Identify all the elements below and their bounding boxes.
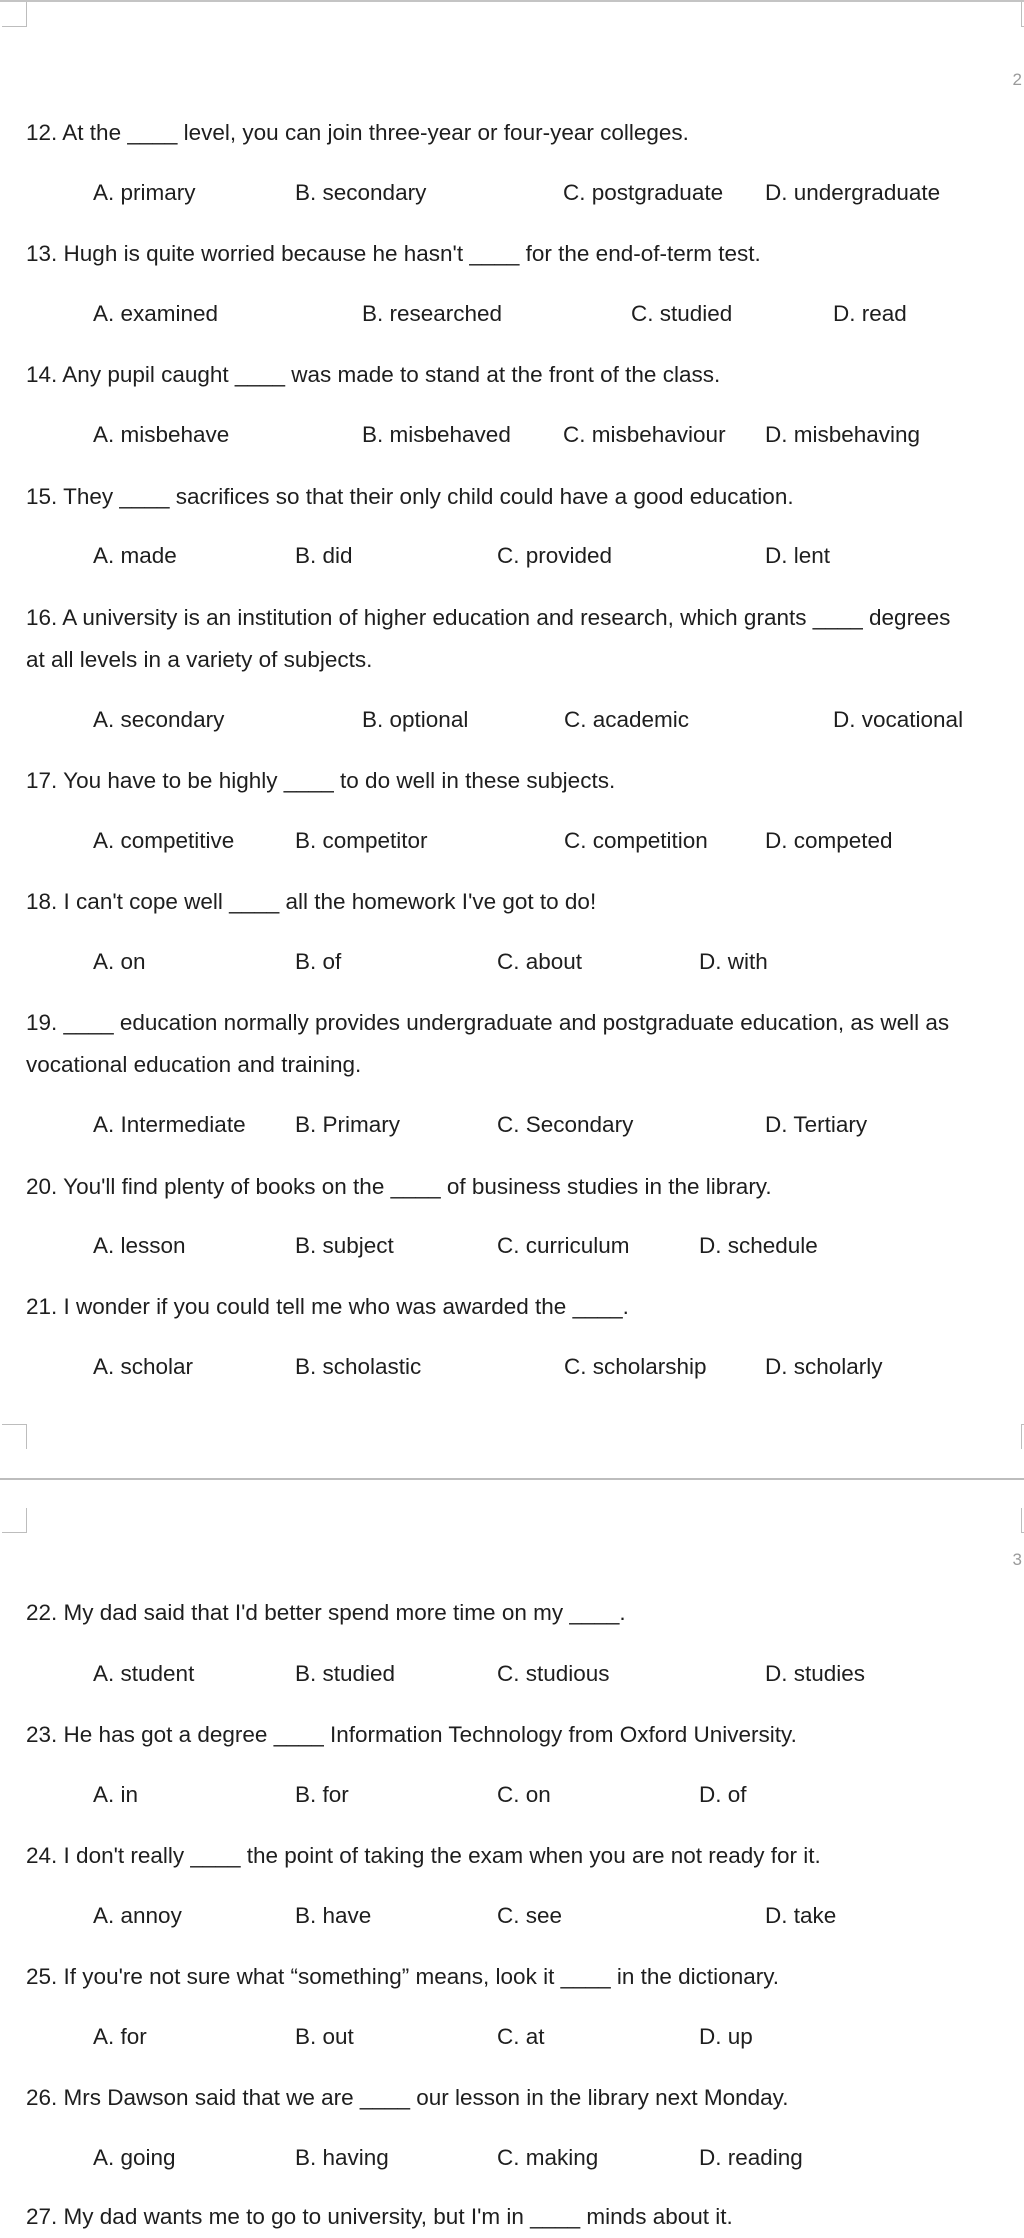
question-16 <box>26 597 1024 639</box>
question-15 <box>26 476 1024 518</box>
options-26 <box>93 2137 1013 2179</box>
option-d[interactable]: D. reading <box>699 2145 803 2170</box>
option-d[interactable]: D. read <box>833 301 907 326</box>
option-c[interactable]: C. studied <box>631 301 733 326</box>
option-c[interactable]: C. making <box>497 2145 599 2170</box>
options-23 <box>93 1774 1013 1816</box>
option-a[interactable]: A. scholar <box>93 1354 194 1379</box>
option-b[interactable]: B. scholastic <box>295 1354 422 1379</box>
page-number: 2 <box>1012 70 1022 89</box>
question-18 <box>26 881 1024 923</box>
options-14 <box>93 414 1013 456</box>
option-a[interactable]: A. lesson <box>93 1233 186 1258</box>
option-a[interactable]: A. misbehave <box>93 422 230 447</box>
question-number: 19. <box>26 1010 58 1035</box>
option-a[interactable]: A. on <box>93 949 146 974</box>
option-a[interactable]: A. student <box>93 1661 195 1686</box>
question-number: 16. <box>26 605 58 630</box>
option-d[interactable]: D. undergraduate <box>765 180 941 205</box>
question-text: I don't really ____ the point of taking the exam when you are not ready for it. <box>63 1843 821 1868</box>
question-17 <box>26 760 1024 802</box>
question-22 <box>26 1592 1024 1634</box>
option-d[interactable]: D. with <box>699 949 768 974</box>
option-a[interactable]: A. secondary <box>93 707 225 732</box>
option-c[interactable]: C. on <box>497 1782 551 1807</box>
option-a[interactable]: A. competitive <box>93 828 235 853</box>
question-text-continued: at all levels in a variety of subjects. <box>26 647 373 672</box>
option-d[interactable]: D. up <box>699 2024 753 2049</box>
page-number: 3 <box>1012 1550 1022 1569</box>
options-13 <box>93 293 1013 335</box>
option-b[interactable]: B. have <box>295 1903 372 1928</box>
question-26 <box>26 2077 1024 2119</box>
option-b[interactable]: B. competitor <box>295 828 428 853</box>
options-15 <box>93 535 1013 577</box>
options-18 <box>93 941 1013 983</box>
question-number: 22. <box>26 1600 58 1625</box>
options-24 <box>93 1895 1013 1937</box>
question-number: 23. <box>26 1722 58 1747</box>
options-22 <box>93 1653 1013 1695</box>
question-number: 18. <box>26 889 58 914</box>
option-c[interactable]: C. see <box>497 1903 563 1928</box>
option-b[interactable]: B. optional <box>362 707 469 732</box>
option-b[interactable]: B. having <box>295 2145 389 2170</box>
question-text: You'll find plenty of books on the ____ of business studies in the library. <box>63 1174 772 1199</box>
question-text: He has got a degree ____ Information Technology from Oxford University. <box>63 1722 797 1747</box>
question-text: I can't cope well ____ all the homework I've got to do! <box>63 889 597 914</box>
question-20 <box>26 1166 1024 1208</box>
question-number: 24. <box>26 1843 58 1868</box>
option-c[interactable]: C. competition <box>564 828 708 853</box>
question-25 <box>26 1956 1024 1998</box>
option-b[interactable]: B. out <box>295 2024 354 2049</box>
option-b[interactable]: B. subject <box>295 1233 394 1258</box>
question-23 <box>26 1714 1024 1756</box>
option-c[interactable]: C. academic <box>564 707 690 732</box>
question-number: 25. <box>26 1964 58 1989</box>
question-text: If you're not sure what “something” means, look it ____ in the dictionary. <box>63 1964 780 1989</box>
option-c[interactable]: C. curriculum <box>497 1233 630 1258</box>
option-b[interactable]: B. researched <box>362 301 503 326</box>
option-c[interactable]: C. postgraduate <box>563 180 724 205</box>
question-24 <box>26 1835 1024 1877</box>
option-d[interactable]: D. scholarly <box>765 1354 883 1379</box>
option-a[interactable]: A. made <box>93 543 177 568</box>
options-21 <box>93 1346 1013 1388</box>
question-13 <box>26 233 1024 275</box>
question-text-continued: vocational education and training. <box>26 1052 362 1077</box>
option-a[interactable]: A. examined <box>93 301 219 326</box>
question-number: 20. <box>26 1174 58 1199</box>
option-d[interactable]: D. competed <box>765 828 893 853</box>
option-d[interactable]: D. lent <box>765 543 831 568</box>
option-d[interactable]: D. vocational <box>833 707 964 732</box>
option-c[interactable]: C. Secondary <box>497 1112 634 1137</box>
question-number: 17. <box>26 768 58 793</box>
question-number: 27. <box>26 2204 58 2229</box>
question-text: They ____ sacrifices so that their only child could have a good education. <box>63 484 794 509</box>
options-25 <box>93 2016 1013 2058</box>
question-16-continued <box>26 639 1024 681</box>
question-19 <box>26 1002 1024 1044</box>
question-19-continued <box>26 1044 1024 1086</box>
option-a[interactable]: A. going <box>93 2145 176 2170</box>
options-19 <box>93 1104 1013 1146</box>
question-14 <box>26 354 1024 396</box>
option-a[interactable]: A. Intermediate <box>93 1112 246 1137</box>
option-b[interactable]: B. secondary <box>295 180 427 205</box>
options-17 <box>93 820 1013 862</box>
question-text: Hugh is quite worried because he hasn't ____ for the end-of-term test. <box>63 241 761 266</box>
option-d[interactable]: D. schedule <box>699 1233 818 1258</box>
question-27 <box>26 2196 1024 2238</box>
crop-mark-top-left <box>2 2 27 27</box>
option-d[interactable]: D. Tertiary <box>765 1112 868 1137</box>
option-b[interactable]: B. of <box>295 949 342 974</box>
option-b[interactable]: B. did <box>295 543 353 568</box>
option-a[interactable]: A. in <box>93 1782 139 1807</box>
option-c[interactable]: C. studious <box>497 1661 610 1686</box>
question-number: 26. <box>26 2085 58 2110</box>
option-c[interactable]: C. scholarship <box>564 1354 707 1379</box>
question-text: My dad said that I'd better spend more time on my ____. <box>63 1600 626 1625</box>
question-text: My dad wants me to go to university, but I'm in ____ minds about it. <box>63 2204 733 2229</box>
question-text: A university is an institution of higher education and research, which grants ____ degrees <box>62 605 951 630</box>
question-text: You have to be highly ____ to do well in these subjects. <box>63 768 616 793</box>
option-c[interactable]: C. provided <box>497 543 613 568</box>
option-c[interactable]: C. about <box>497 949 583 974</box>
document-page-3 <box>0 1480 1024 2229</box>
option-c[interactable]: C. misbehaviour <box>563 422 726 447</box>
option-d[interactable]: D. studies <box>765 1661 866 1686</box>
option-a[interactable]: A. primary <box>93 180 196 205</box>
question-21 <box>26 1286 1024 1328</box>
option-d[interactable]: D. of <box>699 1782 747 1807</box>
question-text: I wonder if you could tell me who was awarded the ____. <box>63 1294 629 1319</box>
options-16 <box>93 699 1013 741</box>
question-text: Mrs Dawson said that we are ____ our lesson in the library next Monday. <box>63 2085 789 2110</box>
question-number: 14. <box>26 362 58 387</box>
option-b[interactable]: B. Primary <box>295 1112 401 1137</box>
question-number: 21. <box>26 1294 58 1319</box>
options-12 <box>93 172 1013 214</box>
question-text: ____ education normally provides undergraduate and postgraduate education, as well as <box>63 1010 950 1035</box>
option-d[interactable]: D. misbehaving <box>765 422 921 447</box>
question-12 <box>26 112 1024 154</box>
option-a[interactable]: A. annoy <box>93 1903 182 1928</box>
question-text: At the ____ level, you can join three-year or four-year colleges. <box>62 120 689 145</box>
question-number: 15. <box>26 484 58 509</box>
question-number: 12. <box>26 120 58 145</box>
option-b[interactable]: B. studied <box>295 1661 396 1686</box>
option-a[interactable]: A. for <box>93 2024 147 2049</box>
option-d[interactable]: D. take <box>765 1903 837 1928</box>
crop-mark-bottom-left <box>2 1424 27 1449</box>
option-c[interactable]: C. at <box>497 2024 545 2049</box>
option-b[interactable]: B. for <box>295 1782 349 1807</box>
crop-mark-top-left <box>2 1508 27 1533</box>
question-number: 13. <box>26 241 58 266</box>
question-text: Any pupil caught ____ was made to stand at the front of the class. <box>62 362 721 387</box>
option-b[interactable]: B. misbehaved <box>362 422 511 447</box>
options-20 <box>93 1225 1013 1267</box>
